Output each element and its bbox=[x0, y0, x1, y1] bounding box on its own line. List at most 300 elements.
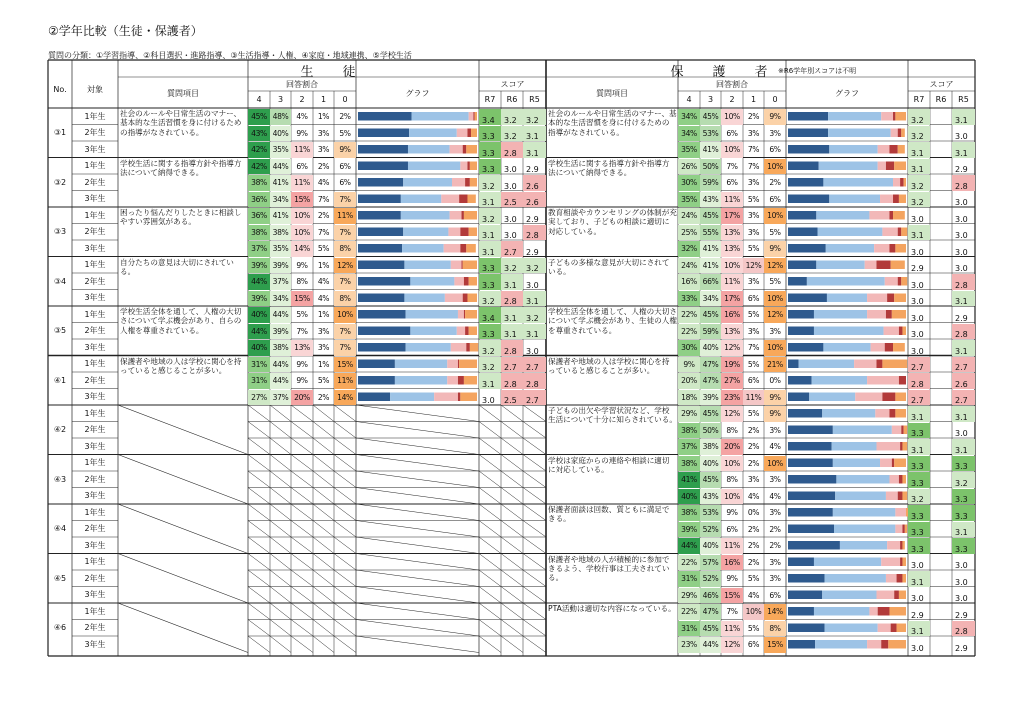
parent-ratio-cell: 41% bbox=[700, 241, 721, 257]
parent-score-cell: 3.1 bbox=[908, 406, 930, 422]
parent-ratio-cell: 38% bbox=[678, 505, 700, 521]
student-ratio-cell: 31% bbox=[248, 357, 270, 373]
parent-score-cell: 3.1 bbox=[952, 439, 975, 455]
parent-ratio-cell: 12% bbox=[721, 637, 743, 653]
parent-ratio-cell: 22% bbox=[678, 324, 700, 340]
grade-label: 1年生 bbox=[84, 606, 106, 616]
student-ratio-cell: 39% bbox=[270, 258, 291, 274]
parent-ratio-cell: 23% bbox=[721, 390, 743, 406]
bar-segment bbox=[358, 310, 406, 319]
bar-segment bbox=[452, 178, 465, 187]
student-ratio-cell: 38% bbox=[270, 340, 291, 356]
parent-ratio-cell: 22% bbox=[678, 604, 700, 620]
bar-segment bbox=[833, 459, 880, 468]
student-ratio-cell: 35% bbox=[270, 142, 291, 158]
bar-segment bbox=[867, 640, 881, 649]
grade-label: 2年生 bbox=[84, 326, 106, 336]
student-ratio-cell: 2% bbox=[317, 161, 330, 171]
student-ratio-cell: 27% bbox=[248, 390, 270, 406]
grid-line bbox=[291, 504, 313, 521]
student-question-text: 困ったり悩んだりしたときに相談しやすい雰囲気がある。 bbox=[120, 208, 242, 227]
grid-line bbox=[334, 405, 356, 422]
parent-score-cell bbox=[930, 637, 952, 653]
bar-segment bbox=[826, 244, 874, 253]
bar-segment bbox=[815, 640, 867, 649]
student-ratio-cell: 9% bbox=[296, 359, 308, 369]
student-ratio-cell: 34% bbox=[270, 291, 291, 307]
bar-segment bbox=[822, 591, 876, 600]
bar-segment bbox=[902, 541, 904, 550]
parent-ratio-cell: 22% bbox=[678, 555, 700, 571]
bar-segment bbox=[867, 310, 886, 319]
student-ratio-cell: 6% bbox=[339, 161, 351, 171]
grid-line bbox=[356, 636, 479, 653]
student-ratio-cell: 44% bbox=[270, 307, 291, 323]
bar-segment bbox=[465, 310, 477, 319]
student-ratio-cell: 44% bbox=[248, 274, 270, 290]
grid-line bbox=[313, 587, 334, 604]
grid-line bbox=[270, 554, 291, 571]
parent-score-cell bbox=[930, 621, 952, 637]
grid-line bbox=[313, 620, 334, 637]
bar-segment bbox=[358, 112, 412, 121]
student-ratio-cell: 44% bbox=[270, 373, 291, 389]
question-no: ④6 bbox=[53, 623, 67, 633]
grid-line bbox=[501, 438, 523, 455]
student-score-cell: 2.8 bbox=[501, 142, 523, 158]
student-score-cell: 3.1 bbox=[501, 307, 523, 323]
student-score-cell: 3.4 bbox=[479, 307, 501, 323]
score-year-parent: R6 bbox=[935, 95, 947, 104]
student-ratio-cell: 7% bbox=[334, 274, 356, 290]
bar-segment bbox=[867, 376, 899, 385]
bar-segment bbox=[358, 162, 408, 171]
parent-score-cell: 3.3 bbox=[952, 505, 975, 521]
parent-ratio-cell: 44% bbox=[700, 637, 721, 653]
parent-ratio-cell: 50% bbox=[700, 423, 721, 439]
student-ratio-cell: 14% bbox=[291, 241, 313, 257]
grid-line bbox=[313, 422, 334, 439]
student-score-cell: 3.2 bbox=[479, 208, 501, 224]
parent-ratio-cell: 14% bbox=[764, 604, 786, 620]
parent-score-cell: 2.7 bbox=[908, 390, 930, 406]
parent-question-text: 教育相談やカウンセリングの体制が充実しており、子どもの相談に適切に対応している。 bbox=[548, 208, 677, 236]
bar-segment bbox=[788, 409, 822, 418]
parent-score-cell bbox=[930, 225, 952, 241]
parent-ratio-cell: 5% bbox=[747, 194, 760, 204]
student-ratio-cell: 36% bbox=[248, 208, 270, 224]
parent-ratio-cell: 15% bbox=[721, 588, 743, 604]
parent-score-cell: 3.0 bbox=[911, 214, 924, 224]
student-score-cell: 3.1 bbox=[523, 126, 546, 142]
student-score-cell: 3.2 bbox=[479, 357, 501, 373]
parent-score-cell bbox=[930, 126, 952, 142]
bar-segment bbox=[887, 294, 894, 303]
grid-line bbox=[313, 554, 334, 571]
bar-segment bbox=[880, 459, 892, 468]
grid-line bbox=[356, 620, 479, 637]
parent-ratio-cell: 17% bbox=[721, 208, 743, 224]
grid-line bbox=[479, 405, 501, 422]
grid-line bbox=[118, 504, 248, 554]
parent-score-cell: 3.1 bbox=[952, 291, 975, 307]
header-parent-note: ※R6学年別スコアは不明 bbox=[778, 67, 857, 75]
grid-line bbox=[334, 570, 356, 587]
grid-line bbox=[270, 636, 291, 653]
bar-segment bbox=[358, 211, 401, 220]
student-ratio-cell: 4% bbox=[317, 178, 330, 188]
parent-ratio-cell: 2% bbox=[747, 524, 760, 534]
grid-line bbox=[291, 587, 313, 604]
bar-segment bbox=[788, 228, 818, 237]
parent-ratio-cell: 12% bbox=[764, 258, 786, 274]
parent-score-cell: 2.9 bbox=[955, 313, 968, 323]
bar-segment bbox=[881, 640, 888, 649]
bar-segment bbox=[892, 310, 906, 319]
parent-score-cell: 2.8 bbox=[952, 175, 975, 191]
student-ratio-cell: 40% bbox=[270, 126, 291, 142]
bar-segment bbox=[865, 261, 877, 270]
grid-line bbox=[270, 488, 291, 505]
bar-segment bbox=[886, 574, 897, 583]
grid-line bbox=[523, 422, 546, 439]
grid-line bbox=[291, 554, 313, 571]
ratio-level-student: 3 bbox=[277, 95, 284, 104]
parent-ratio-cell: 16% bbox=[678, 274, 700, 290]
grade-label: 1年生 bbox=[84, 408, 106, 418]
grid-line bbox=[356, 438, 479, 455]
parent-ratio-cell: 5% bbox=[747, 310, 760, 320]
student-score-cell: 3.2 bbox=[479, 340, 501, 356]
bar-segment bbox=[358, 343, 406, 352]
parent-score-cell bbox=[930, 522, 952, 538]
parent-ratio-cell: 35% bbox=[678, 142, 700, 158]
parent-ratio-cell: 10% bbox=[721, 489, 743, 505]
bar-segment bbox=[819, 162, 878, 171]
student-ratio-cell: 9% bbox=[296, 128, 308, 138]
grid-line bbox=[313, 438, 334, 455]
parent-score-cell bbox=[930, 175, 952, 191]
parent-ratio-cell: 6% bbox=[769, 590, 781, 600]
student-score-cell: 3.0 bbox=[482, 396, 495, 405]
grid-line bbox=[479, 521, 501, 538]
parent-ratio-cell: 41% bbox=[700, 142, 721, 158]
parent-ratio-cell: 35% bbox=[678, 192, 700, 208]
student-ratio-cell: 11% bbox=[291, 175, 313, 191]
bar-segment bbox=[788, 129, 828, 138]
bar-segment bbox=[834, 525, 895, 534]
grid-line bbox=[248, 504, 270, 521]
grid-line bbox=[334, 603, 356, 620]
bar-segment bbox=[901, 277, 907, 286]
bar-segment bbox=[457, 129, 468, 138]
header-student-item: 質問項目 bbox=[167, 88, 199, 98]
bar-segment bbox=[467, 129, 471, 138]
bar-segment bbox=[902, 492, 907, 501]
parent-score-cell: 3.3 bbox=[908, 538, 930, 554]
student-ratio-cell: 9% bbox=[296, 260, 308, 270]
parent-ratio-cell: 43% bbox=[700, 489, 721, 505]
parent-ratio-cell: 11% bbox=[721, 538, 743, 554]
bar-segment bbox=[877, 360, 883, 369]
student-ratio-cell: 7% bbox=[296, 326, 308, 336]
bar-segment bbox=[466, 145, 477, 154]
ratio-level-parent: 1 bbox=[750, 95, 757, 104]
bar-segment bbox=[444, 244, 461, 253]
parent-question-text: 保護者面談は回数、質ともに満足できる。 bbox=[548, 505, 670, 524]
parent-score-cell: 3.3 bbox=[908, 505, 930, 521]
student-question-text: 学校生活全体を通して、人権の大切さについて学ぶ機会があり、自らの人権を尊重されている。 bbox=[120, 307, 242, 335]
grid-line bbox=[291, 603, 313, 620]
parent-ratio-cell: 7% bbox=[747, 161, 760, 171]
bar-segment bbox=[898, 129, 902, 138]
parent-score-cell bbox=[930, 208, 952, 224]
grid-line bbox=[291, 620, 313, 637]
ratio-level-student: 0 bbox=[342, 95, 348, 104]
grid-line bbox=[291, 488, 313, 505]
parent-ratio-cell: 52% bbox=[700, 522, 721, 538]
parent-ratio-cell: 13% bbox=[721, 241, 743, 257]
parent-ratio-cell: 10% bbox=[764, 456, 786, 472]
bar-segment bbox=[894, 162, 906, 171]
parent-ratio-cell: 38% bbox=[678, 423, 700, 439]
student-ratio-cell: 8% bbox=[334, 241, 356, 257]
grid-line bbox=[270, 521, 291, 538]
bar-segment bbox=[404, 294, 444, 303]
comparison-table bbox=[48, 60, 975, 656]
student-ratio-cell: 1% bbox=[317, 359, 330, 369]
student-ratio-cell: 38% bbox=[248, 175, 270, 191]
parent-score-cell: 3.3 bbox=[908, 423, 930, 439]
student-ratio-cell: 14% bbox=[334, 390, 356, 406]
bar-segment bbox=[828, 129, 891, 138]
parent-ratio-cell: 20% bbox=[678, 373, 700, 389]
bar-segment bbox=[823, 178, 893, 187]
question-no: ③5 bbox=[53, 326, 67, 336]
bar-segment bbox=[358, 393, 390, 402]
bar-segment bbox=[832, 442, 877, 451]
parent-ratio-cell: 53% bbox=[700, 505, 721, 521]
bar-segment bbox=[899, 591, 906, 600]
bar-segment bbox=[395, 360, 447, 369]
parent-ratio-cell: 6% bbox=[747, 640, 760, 650]
parent-ratio-cell: 26% bbox=[678, 159, 700, 175]
grid-line bbox=[501, 570, 523, 587]
parent-ratio-cell: 5% bbox=[747, 623, 760, 633]
parent-score-cell bbox=[930, 604, 952, 620]
bar-segment bbox=[895, 112, 906, 121]
parent-score-cell: 3.2 bbox=[908, 109, 930, 125]
bar-segment bbox=[788, 426, 833, 435]
bar-segment bbox=[459, 195, 467, 204]
parent-ratio-cell: 40% bbox=[700, 456, 721, 472]
parent-ratio-cell: 3% bbox=[769, 128, 781, 138]
bar-segment bbox=[901, 228, 907, 237]
grid-line bbox=[501, 471, 523, 488]
student-score-cell: 3.2 bbox=[523, 109, 546, 125]
parent-ratio-cell: 6% bbox=[726, 178, 738, 188]
parent-score-cell: 3.0 bbox=[955, 247, 968, 257]
student-ratio-cell: 2% bbox=[317, 392, 330, 402]
grid-line bbox=[291, 636, 313, 653]
bar-segment bbox=[358, 277, 410, 286]
parent-ratio-cell: 30% bbox=[678, 340, 700, 356]
student-ratio-cell: 37% bbox=[270, 390, 291, 406]
parent-ratio-cell: 4% bbox=[769, 491, 781, 501]
grade-label: 2年生 bbox=[84, 573, 106, 583]
parent-ratio-cell: 9% bbox=[678, 357, 700, 373]
parent-ratio-cell: 3% bbox=[747, 211, 760, 221]
header-student-score: スコア bbox=[500, 80, 525, 89]
bar-segment bbox=[466, 244, 476, 253]
bar-segment bbox=[886, 310, 892, 319]
parent-ratio-cell: 2% bbox=[769, 524, 781, 534]
grid-line bbox=[248, 554, 270, 571]
grid-line bbox=[334, 620, 356, 637]
bar-segment bbox=[897, 574, 903, 583]
student-score-cell: 3.2 bbox=[523, 307, 546, 323]
header-parent-ratio: 回答割合 bbox=[716, 80, 748, 89]
grid-line bbox=[523, 537, 546, 554]
bar-segment bbox=[900, 442, 902, 451]
parent-score-cell: 2.9 bbox=[911, 610, 924, 620]
parent-ratio-cell: 38% bbox=[678, 456, 700, 472]
bar-segment bbox=[788, 294, 827, 303]
student-ratio-cell: 38% bbox=[270, 225, 291, 241]
parent-score-cell bbox=[930, 472, 952, 488]
grid-line bbox=[356, 521, 479, 538]
student-ratio-cell: 5% bbox=[296, 310, 308, 320]
grid-line bbox=[248, 570, 270, 587]
bar-segment bbox=[893, 343, 905, 352]
bar-segment bbox=[869, 211, 889, 220]
parent-ratio-cell: 3% bbox=[747, 128, 760, 138]
bar-segment bbox=[788, 343, 823, 352]
parent-score-cell: 3.0 bbox=[955, 198, 968, 207]
bar-segment bbox=[358, 178, 403, 187]
grid-line bbox=[479, 620, 501, 637]
bar-segment bbox=[809, 393, 855, 402]
bar-segment bbox=[854, 360, 876, 369]
bar-segment bbox=[788, 145, 829, 154]
parent-ratio-cell: 33% bbox=[678, 291, 700, 307]
parent-score-cell: 2.6 bbox=[952, 373, 975, 389]
bar-segment bbox=[897, 624, 906, 633]
bar-segment bbox=[902, 525, 904, 534]
grid-line bbox=[270, 455, 291, 472]
bar-segment bbox=[409, 129, 457, 138]
grid-line bbox=[270, 504, 291, 521]
bar-segment bbox=[807, 277, 885, 286]
student-score-cell: 3.3 bbox=[479, 126, 501, 142]
bar-segment bbox=[458, 393, 460, 402]
bar-segment bbox=[814, 558, 881, 567]
bar-segment bbox=[891, 624, 897, 633]
bar-segment bbox=[459, 360, 477, 369]
parent-ratio-cell: 50% bbox=[700, 159, 721, 175]
bar-segment bbox=[460, 162, 467, 171]
parent-score-cell bbox=[930, 489, 952, 505]
grid-line bbox=[334, 422, 356, 439]
question-no: ④1 bbox=[53, 375, 67, 385]
student-ratio-cell: 4% bbox=[317, 277, 330, 287]
bar-segment bbox=[469, 327, 477, 336]
bar-segment bbox=[878, 145, 890, 154]
bar-segment bbox=[895, 525, 902, 534]
header-parent-item: 質問項目 bbox=[596, 88, 628, 98]
grid-line bbox=[479, 488, 501, 505]
bar-segment bbox=[358, 261, 404, 270]
parent-ratio-cell: 34% bbox=[700, 291, 721, 307]
bar-segment bbox=[886, 492, 898, 501]
parent-ratio-cell: 9% bbox=[726, 508, 738, 518]
parent-score-cell bbox=[930, 324, 952, 340]
parent-score-cell: 3.0 bbox=[955, 264, 968, 273]
category-note: 質問の分類：①学習指導、②科目選択・進路指導、③生活指導・人権、④家庭・地域連携、⑤学校生活 bbox=[48, 51, 412, 60]
parent-score-cell bbox=[930, 340, 952, 356]
student-ratio-cell: 13% bbox=[291, 340, 313, 356]
parent-ratio-cell: 39% bbox=[678, 522, 700, 538]
bar-segment bbox=[874, 244, 889, 253]
grid-line bbox=[501, 620, 523, 637]
grid-line bbox=[313, 636, 334, 653]
bar-segment bbox=[799, 360, 854, 369]
bar-segment bbox=[812, 376, 867, 385]
grid-line bbox=[313, 471, 334, 488]
ratio-level-parent: 2 bbox=[729, 95, 735, 104]
bar-segment bbox=[788, 376, 812, 385]
bar-segment bbox=[788, 591, 822, 600]
parent-ratio-cell: 20% bbox=[721, 439, 743, 455]
parent-ratio-cell: 9% bbox=[764, 109, 786, 125]
bar-segment bbox=[833, 426, 892, 435]
grid-line bbox=[334, 488, 356, 505]
parent-score-cell: 3.3 bbox=[952, 456, 975, 472]
grid-line bbox=[248, 521, 270, 538]
grid-line bbox=[248, 603, 270, 620]
bar-segment bbox=[889, 145, 897, 154]
header-target: 対象 bbox=[87, 84, 103, 94]
question-no: ③4 bbox=[53, 276, 67, 286]
student-ratio-cell: 39% bbox=[248, 258, 270, 274]
parent-question-text: 学校は家庭からの連絡や相談に適切に対応している。 bbox=[548, 455, 670, 474]
parent-score-cell: 3.0 bbox=[911, 594, 924, 603]
grid-line bbox=[270, 537, 291, 554]
grid-line bbox=[270, 405, 291, 422]
grade-label: 1年生 bbox=[84, 507, 106, 517]
bar-segment bbox=[888, 640, 906, 649]
parent-ratio-cell: 10% bbox=[764, 208, 786, 224]
parent-score-cell: 3.1 bbox=[908, 571, 930, 587]
bar-segment bbox=[470, 162, 477, 171]
ratio-level-parent: 0 bbox=[772, 95, 778, 104]
grid-line bbox=[334, 636, 356, 653]
bar-segment bbox=[462, 211, 464, 220]
bar-segment bbox=[891, 129, 898, 138]
grid-line bbox=[270, 422, 291, 439]
header-student-ratio: 回答割合 bbox=[286, 80, 318, 89]
parent-score-cell: 3.3 bbox=[908, 522, 930, 538]
bar-segment bbox=[893, 211, 905, 220]
parent-score-cell: 3.0 bbox=[911, 346, 924, 356]
student-ratio-cell: 38% bbox=[248, 225, 270, 241]
bar-segment bbox=[471, 129, 477, 138]
bar-segment bbox=[358, 376, 395, 385]
bar-segment bbox=[788, 442, 832, 451]
grade-label: 2年生 bbox=[84, 623, 106, 633]
student-ratio-cell: 7% bbox=[334, 192, 356, 208]
header-parent-graph: グラフ bbox=[835, 88, 859, 98]
